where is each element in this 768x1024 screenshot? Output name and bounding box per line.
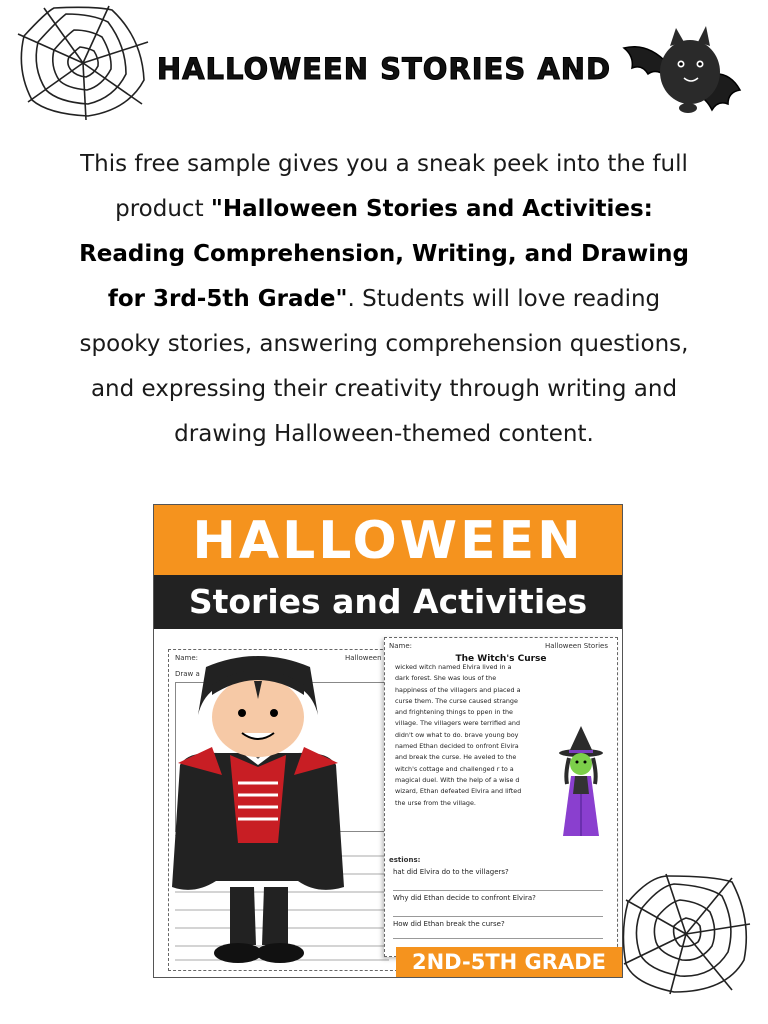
worksheet-name-label: Name: bbox=[389, 642, 413, 650]
cover-subtitle-band bbox=[154, 575, 622, 629]
question-3: How did Ethan break the curse? bbox=[393, 920, 603, 939]
grade-label: 2ND-5TH GRADE bbox=[412, 950, 606, 974]
intro-text-end: . Students will love reading spooky stories, answering comprehension questions, and expressing their creativity through writing and drawing Halloween-themed content. bbox=[79, 286, 689, 447]
cover-title-band bbox=[154, 505, 622, 575]
intro-text-start: This free sample gives you a sneak peek into the full product bbox=[80, 151, 688, 222]
vampire-icon bbox=[168, 655, 348, 975]
story-title: The Witch's Curse bbox=[455, 654, 547, 664]
story-text: wicked witch named Elvira lived in a dark forest. She was lous of the happiness of the villagers and placed a curse them. The curse caused strange and frightening things to ppen in the village. The villagers were terrified and didn't ow what to do. brave young boy named Ethan decided to onfront Elvira and break the curse. He aveled to the witch's cottage and challenged r to a magical duel. With the help of a wise d wizard, Ethan defeated Elvira and lifted the urse from the village. bbox=[395, 663, 522, 807]
questions-label: estions: bbox=[389, 856, 421, 864]
product-title: "Halloween Stories and Activities: Reading Comprehension, Writing, and Drawing for 3rd-5th Grade" bbox=[79, 196, 689, 312]
worksheet-header: Halloween Stories bbox=[545, 642, 608, 650]
spider-web-icon bbox=[620, 872, 752, 996]
grade-badge bbox=[396, 947, 622, 977]
cover-title: HALLOWEEN bbox=[192, 511, 584, 571]
intro-paragraph bbox=[70, 142, 698, 457]
page-title: HALLOWEEN STORIES AND bbox=[156, 52, 612, 86]
worksheet-name-label: Name: bbox=[175, 654, 199, 662]
draw-prompt: Draw a bbox=[175, 670, 200, 678]
witch-icon bbox=[551, 724, 611, 844]
cover-subtitle: Stories and Activities bbox=[188, 582, 588, 621]
reading-worksheet bbox=[384, 637, 618, 957]
worksheet-header: Halloween bbox=[345, 654, 382, 662]
question-1: hat did Elvira do to the villagers? bbox=[393, 868, 603, 891]
question-2: Why did Ethan decide to confront Elvira? bbox=[393, 894, 603, 917]
product-cover-image bbox=[153, 504, 623, 978]
